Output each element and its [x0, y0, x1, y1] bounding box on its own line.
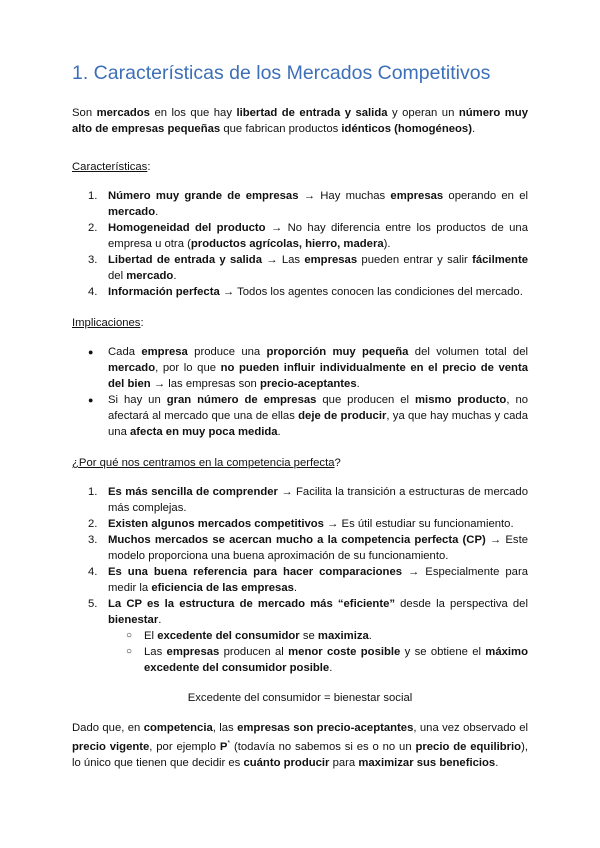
caracteristicas-heading: [72, 159, 528, 175]
bold-term: fácilmente: [472, 254, 528, 266]
text-run: .: [277, 426, 281, 438]
list-number: 2.: [88, 222, 98, 234]
text-run: .: [356, 378, 360, 390]
bold-term: precio-aceptantes: [259, 378, 357, 390]
underlined-label: Características: [72, 161, 148, 173]
text-run: , por ejemplo: [149, 740, 220, 753]
text-run: → Facilita la transición a estructuras de mercado más complejas.: [108, 486, 528, 514]
bold-term: maximiza: [317, 630, 369, 642]
bold-term: empresas: [304, 254, 358, 266]
text-run: .: [471, 123, 476, 135]
porque-list: [72, 484, 528, 628]
bold-term: empresas: [390, 190, 444, 202]
bold-term: Homogeneidad del producto: [108, 222, 266, 234]
bold-term: deje de producir: [298, 410, 387, 422]
list-item: [72, 564, 528, 596]
text-run: , las: [212, 722, 238, 734]
text-run: , por lo que: [155, 362, 221, 374]
text-run: .: [329, 662, 333, 674]
sub-list-item: [72, 628, 528, 644]
text-run: para: [329, 756, 359, 769]
text-run: Si hay un: [108, 394, 167, 406]
list-number: 4.: [88, 286, 98, 298]
bold-term: bienestar: [108, 614, 159, 626]
list-item: [72, 532, 528, 564]
bold-term: empresas: [166, 646, 220, 658]
text-run: :: [147, 161, 151, 173]
bold-term: empresa: [141, 346, 188, 358]
text-run: se: [299, 630, 318, 642]
text-run: ?: [334, 457, 341, 469]
porque-heading: [72, 455, 528, 471]
bold-term: máximo excedente del consumidor posible: [144, 646, 528, 674]
list-item: [72, 392, 528, 440]
list-number: 5.: [88, 598, 98, 610]
text-run: → No hay diferencia entre los productos de una empresa u otra (: [108, 222, 528, 250]
list-number: 4.: [88, 566, 98, 578]
text-run: Las: [144, 646, 167, 658]
bold-term: mercado: [108, 206, 156, 218]
caracteristicas-list: [72, 188, 528, 300]
text-run: desde la perspectiva del: [395, 598, 528, 610]
bold-term: eficiencia de las empresas: [151, 582, 294, 594]
bold-term: maximizar sus beneficios: [358, 756, 496, 769]
bold-term: no pueden influir individualmente en el precio de venta del bien: [108, 362, 528, 390]
list-item: [72, 284, 528, 300]
text-run: .: [158, 614, 162, 626]
bold-term: mercado: [126, 270, 174, 282]
list-number: 2.: [88, 518, 98, 530]
text-run: .: [173, 270, 177, 282]
underlined-label: ¿: [72, 457, 79, 469]
text-run: en los que hay: [149, 107, 237, 119]
bold-term: número muy alto de empresas pequeñas: [72, 107, 528, 135]
underlined-label: Implicaciones: [72, 317, 141, 329]
bold-term: gran número de empresas: [166, 394, 317, 406]
bold-term: Libertad de entrada y salida: [108, 254, 262, 266]
bold-term: competencia: [143, 722, 213, 734]
circle-bullet-icon: ○: [126, 630, 133, 641]
sub-list-item: [72, 644, 528, 676]
bold-term: Es una buena referencia para hacer comparaciones: [108, 566, 403, 578]
bold-term: cuánto producir: [243, 756, 330, 769]
text-run: produce una: [187, 346, 267, 358]
text-run: , no afectará al mercado que una de ellas: [108, 394, 529, 422]
text-run: .: [155, 206, 159, 218]
bold-term: P: [219, 740, 228, 753]
text-run: , ya que hay muchas y cada una: [108, 410, 528, 438]
text-run: Son: [72, 107, 97, 119]
list-item: [72, 596, 528, 628]
porque-sublist: [72, 628, 528, 676]
conclusion-paragraph: [72, 720, 528, 771]
circle-bullet-icon: ○: [126, 646, 133, 657]
text-run: , una vez observado el: [413, 722, 528, 734]
list-item: [72, 344, 528, 392]
text-run: .: [368, 630, 372, 642]
text-run: → Es útil estudiar su funcionamiento.: [323, 518, 514, 530]
text-run: (todavía no sabemos si es o no un: [230, 740, 416, 753]
bold-term: precio de equilibrio: [415, 740, 522, 753]
list-number: 3.: [88, 254, 98, 266]
text-run: que fabrican productos: [220, 123, 342, 135]
text-run: que producen el: [316, 394, 416, 406]
text-run: → las empresas son: [150, 378, 260, 390]
section-title: 1. Características de los Mercados Competitivos: [72, 62, 491, 84]
bullet-icon: ●: [88, 347, 94, 357]
bold-term: menor coste posible: [288, 646, 401, 658]
text-run: → Hay muchas: [298, 190, 391, 202]
text-run: → Todos los agentes conocen las condiciones del mercado.: [219, 286, 523, 298]
formula-line: Excedente del consumidor = bienestar social: [187, 692, 413, 704]
text-run: y se obtiene el: [400, 646, 486, 658]
text-run: operando en el: [443, 190, 528, 202]
text-run: pueden entrar y salir: [357, 254, 473, 266]
bold-term: afecta en muy poca medida: [130, 426, 278, 438]
intro-paragraph: [72, 105, 528, 137]
bold-term: precio vigente: [72, 740, 150, 753]
bold-term: productos agrícolas, hierro, madera: [190, 238, 384, 250]
bold-term: mercado: [108, 362, 156, 374]
bold-term: proporción muy pequeña: [266, 346, 409, 358]
bold-term: Información perfecta: [108, 286, 220, 298]
list-number: 3.: [88, 534, 98, 546]
text-run: producen al: [219, 646, 289, 658]
text-run: ).: [383, 238, 391, 250]
text-run: .: [293, 582, 298, 594]
list-number: 1.: [88, 486, 98, 498]
bold-term: Es más sencilla de comprender: [108, 486, 278, 498]
superscript: *: [227, 740, 231, 747]
text-run: Dado que, en: [72, 722, 144, 734]
implicaciones-list: [72, 344, 528, 440]
bold-term: La CP es la estructura de mercado más “eficiente”: [108, 598, 396, 610]
text-run: → Especialmente para medir la: [108, 566, 528, 594]
text-run: → Este modelo proporciona una buena aproximación de su funcionamiento.: [108, 534, 528, 562]
list-number: 1.: [88, 190, 98, 202]
text-run: Cada: [108, 346, 142, 358]
text-run: → Las: [262, 254, 305, 266]
implicaciones-heading: [72, 315, 528, 331]
bold-term: mercados: [96, 107, 150, 119]
list-item: [72, 484, 528, 516]
bold-term: idénticos (homogéneos): [341, 123, 472, 135]
text-run: El: [144, 630, 158, 642]
bold-term: Existen algunos mercados competitivos: [108, 518, 324, 530]
list-item: [72, 252, 528, 284]
text-run: del: [108, 270, 127, 282]
text-run: :: [140, 317, 144, 329]
bold-term: libertad de entrada y salida: [236, 107, 388, 119]
bold-term: excedente del consumidor: [157, 630, 300, 642]
bold-term: empresas son precio-aceptantes: [237, 722, 414, 734]
text-run: del volumen total del: [408, 346, 528, 358]
list-item: [72, 188, 528, 220]
underlined-label: Por qué nos centramos en la competencia perfecta: [78, 457, 335, 469]
bullet-icon: ●: [88, 395, 94, 405]
bold-term: Muchos mercados se acercan mucho a la competencia perfecta (CP): [108, 534, 486, 546]
list-item: [72, 516, 528, 532]
text-run: ), lo único que tienen que decidir es: [72, 740, 528, 769]
list-item: [72, 220, 528, 252]
text-run: y operan un: [387, 107, 459, 119]
document-page: [72, 62, 528, 771]
bold-term: Número muy grande de empresas: [108, 190, 299, 202]
text-run: .: [495, 756, 499, 769]
bold-term: mismo producto: [415, 394, 507, 406]
